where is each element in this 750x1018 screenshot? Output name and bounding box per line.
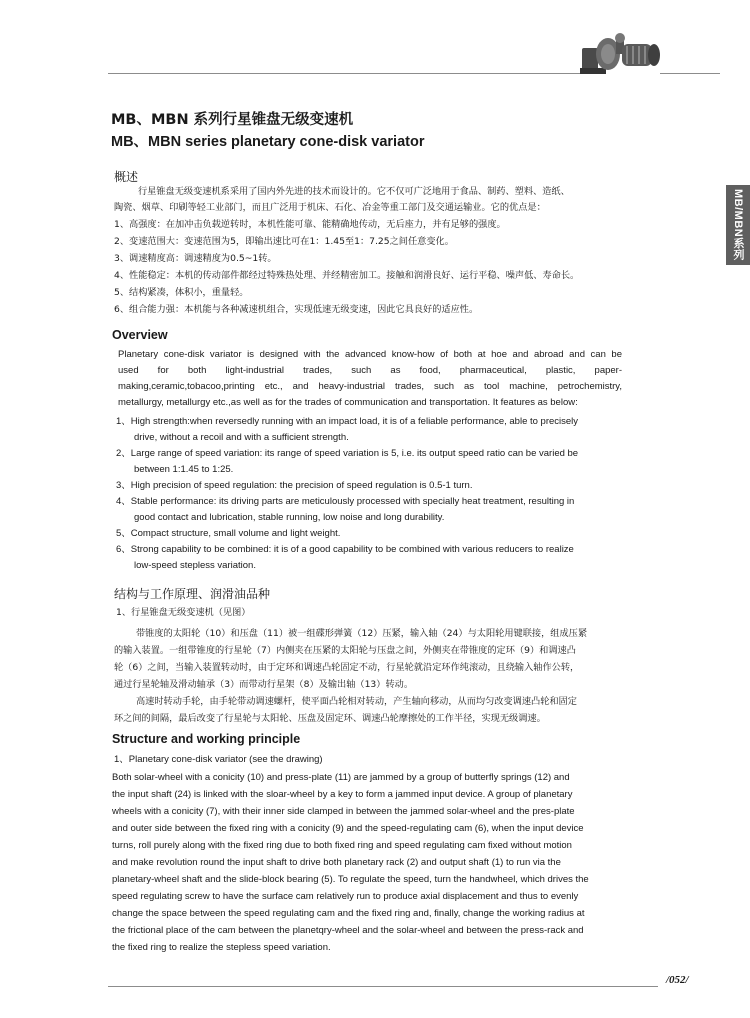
overview-heading-en: Overview [112, 328, 168, 342]
page-title-en: MB、MBN series planetary cone-disk variator [111, 134, 425, 150]
structure-cn-line: 的输入装置。一组带锥度的行星轮（7）内侧夹在压紧的太阳轮与压盘之间，外侧夹在带锥度的定环（9）和调速凸 [114, 645, 576, 656]
structure-en-line: the fixed ring to realize the stepless speed variation. [112, 942, 331, 953]
structure-en-sub: 1、Planetary cone-disk variator (see the drawing) [114, 754, 323, 765]
overview-cn-line: 5、结构紧凑，体积小，重量轻。 [114, 287, 249, 298]
structure-cn-line: 带锥度的太阳轮（10）和压盘（11）被一组碟形弹簧（12）压紧，输入轴（24）与太阳轮用键联接，组成压紧 [136, 628, 588, 639]
overview-en-intro-line: metallurgy, metallurgy etc.,as well as for the trades of communication and transportation. It features as below: [118, 397, 578, 408]
overview-en-item: good contact and lubrication, stable running, low noise and long durability. [134, 512, 445, 523]
structure-en-line: speed regulating screw to have the surface cam relatively run to produce axial displacement and thus to evenly [112, 891, 579, 902]
overview-cn-line: 行星锥盘无级变速机系采用了国内外先进的技术而设计的。它不仅可广泛地用于食品、制药、塑料、造纸、 [138, 186, 570, 197]
overview-cn-line: 3、调速精度高：调速精度为0.5~1转。 [114, 253, 277, 264]
overview-en-item: 3、High precision of speed regulation: the precision of speed regulation is 0.5-1 turn. [116, 480, 473, 491]
structure-en-line: turns, roll purely along with the fixed ring due to both fixed ring and speed regulating cam fixed without motion [112, 840, 572, 851]
structure-en-line: change the space between the speed regulating cam and the fixed ring and, finally, change the working radius at [112, 908, 585, 919]
structure-en-line: the frictional place of the cam between the planetqry-wheel and the solar-wheel and between the press-rack and [112, 925, 584, 936]
overview-en-item: 6、Strong capability to be combined: it is of a good capability to be combined with various reducers to realize [116, 544, 574, 555]
structure-cn-line: 高速时转动手轮，由手轮带动调速螺杆，使平面凸轮相对转动，产生轴向移动，从而均匀改变调速凸轮和固定 [136, 696, 577, 707]
structure-cn-line: 通过行星轮轴及滑动轴承（3）而带动行星架（8）及输出轴（13）转动。 [114, 679, 414, 690]
overview-en-intro-line: Planetary cone-disk variator is designed with the advanced know-how of both at hoe and abroad and can be [118, 349, 622, 360]
overview-en-item: low-speed stepless variation. [134, 560, 256, 571]
overview-en-item: 2、Large range of speed variation: its range of speed variation is 5, i.e. its output speed ratio can be varied be [116, 448, 579, 459]
structure-heading-en: Structure and working principle [112, 732, 301, 746]
overview-heading-cn: 概述 [114, 170, 139, 184]
overview-en-intro-line: used for both light-industrial trades, such as food, pharmaceutical, plastic, paper- [118, 365, 622, 376]
header-rule [108, 73, 586, 74]
overview-en-intro-line: making,ceramic,tobacoo,printing etc., and heavy-industrial trades, such as tool machine, petrochemistry, [118, 381, 622, 392]
structure-en-line: and make revolution round the input shaft to drive both planetary rack (2) and output shaft (1) to run via the [112, 857, 561, 868]
structure-en-line: Both solar-wheel with a conicity (10) and press-plate (11) are jammed by a group of butterfly springs (12) and [112, 772, 570, 783]
overview-en-item: 4、Stable performance: its driving parts are meticulously processed with specially heat treatment, resulting in [116, 496, 575, 507]
overview-cn-line: 4、性能稳定：本机的传动部件都经过特殊热处理、并经精密加工。接触和润滑良好、运行平稳、噪声低、寿命长。 [114, 270, 580, 281]
overview-cn-line: 陶瓷、烟草、印刷等轻工业部门，而且广泛用于机床、石化、冶金等重工部门及交通运输业。它的优点是： [114, 202, 546, 213]
structure-cn-sub: 1、行星锥盘无级变速机（见图） [116, 607, 251, 618]
overview-en-item: 5、Compact structure, small volume and light weight. [116, 528, 341, 539]
overview-cn-line: 2、变速范围大：变速范围为5，即输出速比可在1：1.45至1：7.25之间任意变化。 [114, 236, 454, 247]
structure-en-line: wheels with a conicity (7), with their inner side clamped in between the jammed solar-wheel and the pres-plate [112, 806, 575, 817]
overview-cn-line: 1、高强度：在加冲击负载逆转时，本机性能可靠、能精确地传动，无后座力，并有足够的强度。 [114, 219, 506, 230]
structure-en-line: the input shaft (24) is linked with the sloar-wheel by a key to form a jammed input device. A group of planetary [112, 789, 573, 800]
structure-cn-line: 轮（6）之间，当输入装置转动时，由于定环和调速凸轮固定不动，行星轮就沿定环作纯滚动，且绕输入轴作公转， [114, 662, 580, 673]
overview-cn-line: 6、组合能力强：本机能与各种减速机组合，实现低速无级变速，因此它具良好的适应性。 [114, 304, 479, 315]
structure-en-line: planetary-wheel shaft and the slide-block bearing (5). To regulate the speed, turn the handwheel, which drives the [112, 874, 589, 885]
structure-heading-cn: 结构与工作原理、润滑油品种 [114, 587, 271, 601]
page-title-cn: MB、MBN 系列行星锥盘无级变速机 [111, 112, 354, 128]
overview-en-item: between 1:1.45 to 1:25. [134, 464, 234, 475]
structure-en-line: and outer side between the fixed ring with a conicity (9) and the speed-regulating cam (6), when the input device [112, 823, 584, 834]
header-rule-right [660, 73, 720, 74]
gear-motor-illustration [580, 30, 662, 78]
overview-en-item: drive, without a recoil and with a sufficient strength. [134, 432, 349, 443]
side-section-tab: MB/MBN系列 [726, 185, 750, 265]
structure-cn-line: 环之间的间隔，最后改变了行星轮与太阳轮、压盘及固定环、调速凸轮摩擦处的工作半径，实现无级调速。 [114, 713, 546, 724]
overview-en-item: 1、High strength:when reversedly running with an impact load, it is of a feliable performance, able to precisely [116, 416, 579, 427]
footer-rule [108, 986, 658, 987]
page-number: /052/ [666, 974, 689, 986]
